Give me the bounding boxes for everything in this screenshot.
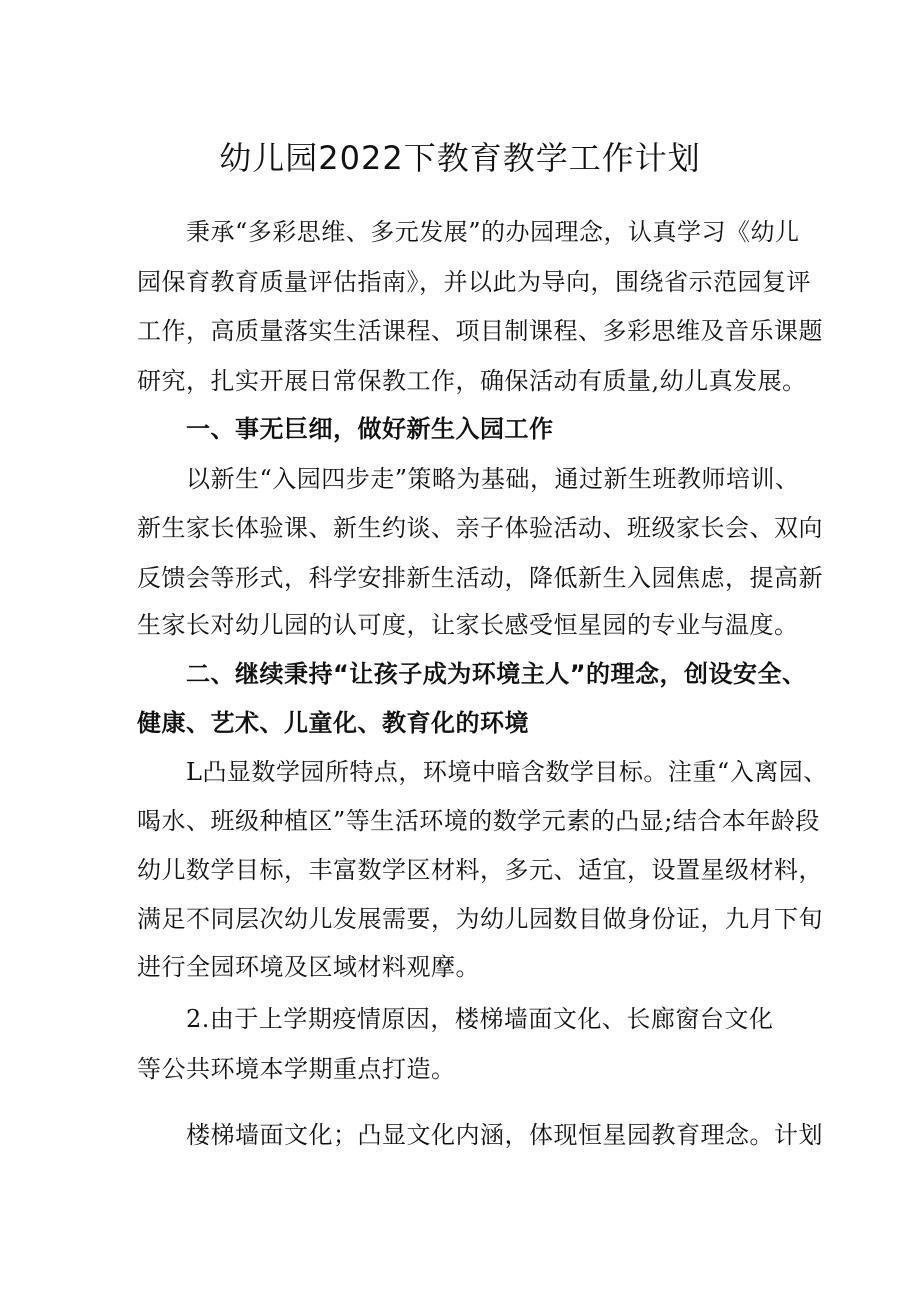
document-title: 幼儿园2022下教育教学工作计划 [219, 139, 701, 177]
section-heading-2-line-2: 健康、艺术、儿童化、教育化的环境 [137, 709, 529, 737]
paragraph-line: 楼梯墙面文化；凸显文化内涵，体现恒星园教育理念。计划 [186, 1121, 823, 1149]
paragraph-line: 以新生“入园四步走”策略为基础，通过新生班教师培训、 [186, 465, 800, 493]
section-heading-2-line-1: 二、继续秉持“让孩子成为环境主人”的理念，创设安全、 [186, 660, 807, 688]
paragraph-line: 幼儿数学目标，丰富数学区材料，多元、适宜，设置星级材料， [137, 856, 823, 884]
paragraph-line: 2.由于上学期疫情原因，楼梯墙面文化、长廊窗台文化 [186, 1005, 774, 1033]
paragraph-line: 园保育教育质量评估指南》，并以此为导向，围绕省示范园复评 [137, 268, 811, 296]
paragraph-line: 秉承“多彩思维、多元发展”的办园理念，认真学习《幼儿 [186, 218, 800, 246]
paragraph-line: 反馈会等形式，科学安排新生活动，降低新生入园焦虑，提高新 [137, 564, 823, 592]
paragraph-line: 生家长对幼儿园的认可度，让家长感受恒星园的专业与温度。 [137, 611, 799, 639]
paragraph-line: 进行全园环境及区域材料观摩。 [137, 953, 480, 981]
paragraph-line: 等公共环境本学期重点打造。 [137, 1055, 456, 1083]
paragraph-line: 喝水、班级种植区”等生活环境的数学元素的凸显;结合本年龄段 [137, 807, 820, 835]
paragraph-line: 研究，扎实开展日常保教工作，确保活动有质量,幼儿真发展。 [137, 367, 807, 395]
paragraph-line: 新生家长体验课、新生约谈、亲子体验活动、班级家长会、双向 [137, 514, 823, 542]
paragraph-line: 工作，高质量落实生活课程、项目制课程、多彩思维及音乐课题 [137, 317, 823, 345]
paragraph-line: L凸显数学园所特点，环境中暗含数学目标。注重“入离园、 [186, 758, 828, 786]
section-heading-1: 一、事无巨细，做好新生入园工作 [186, 415, 554, 443]
paragraph-line: 满足不同层次幼儿发展需要，为幼儿园数目做身份证，九月下旬 [137, 905, 823, 933]
